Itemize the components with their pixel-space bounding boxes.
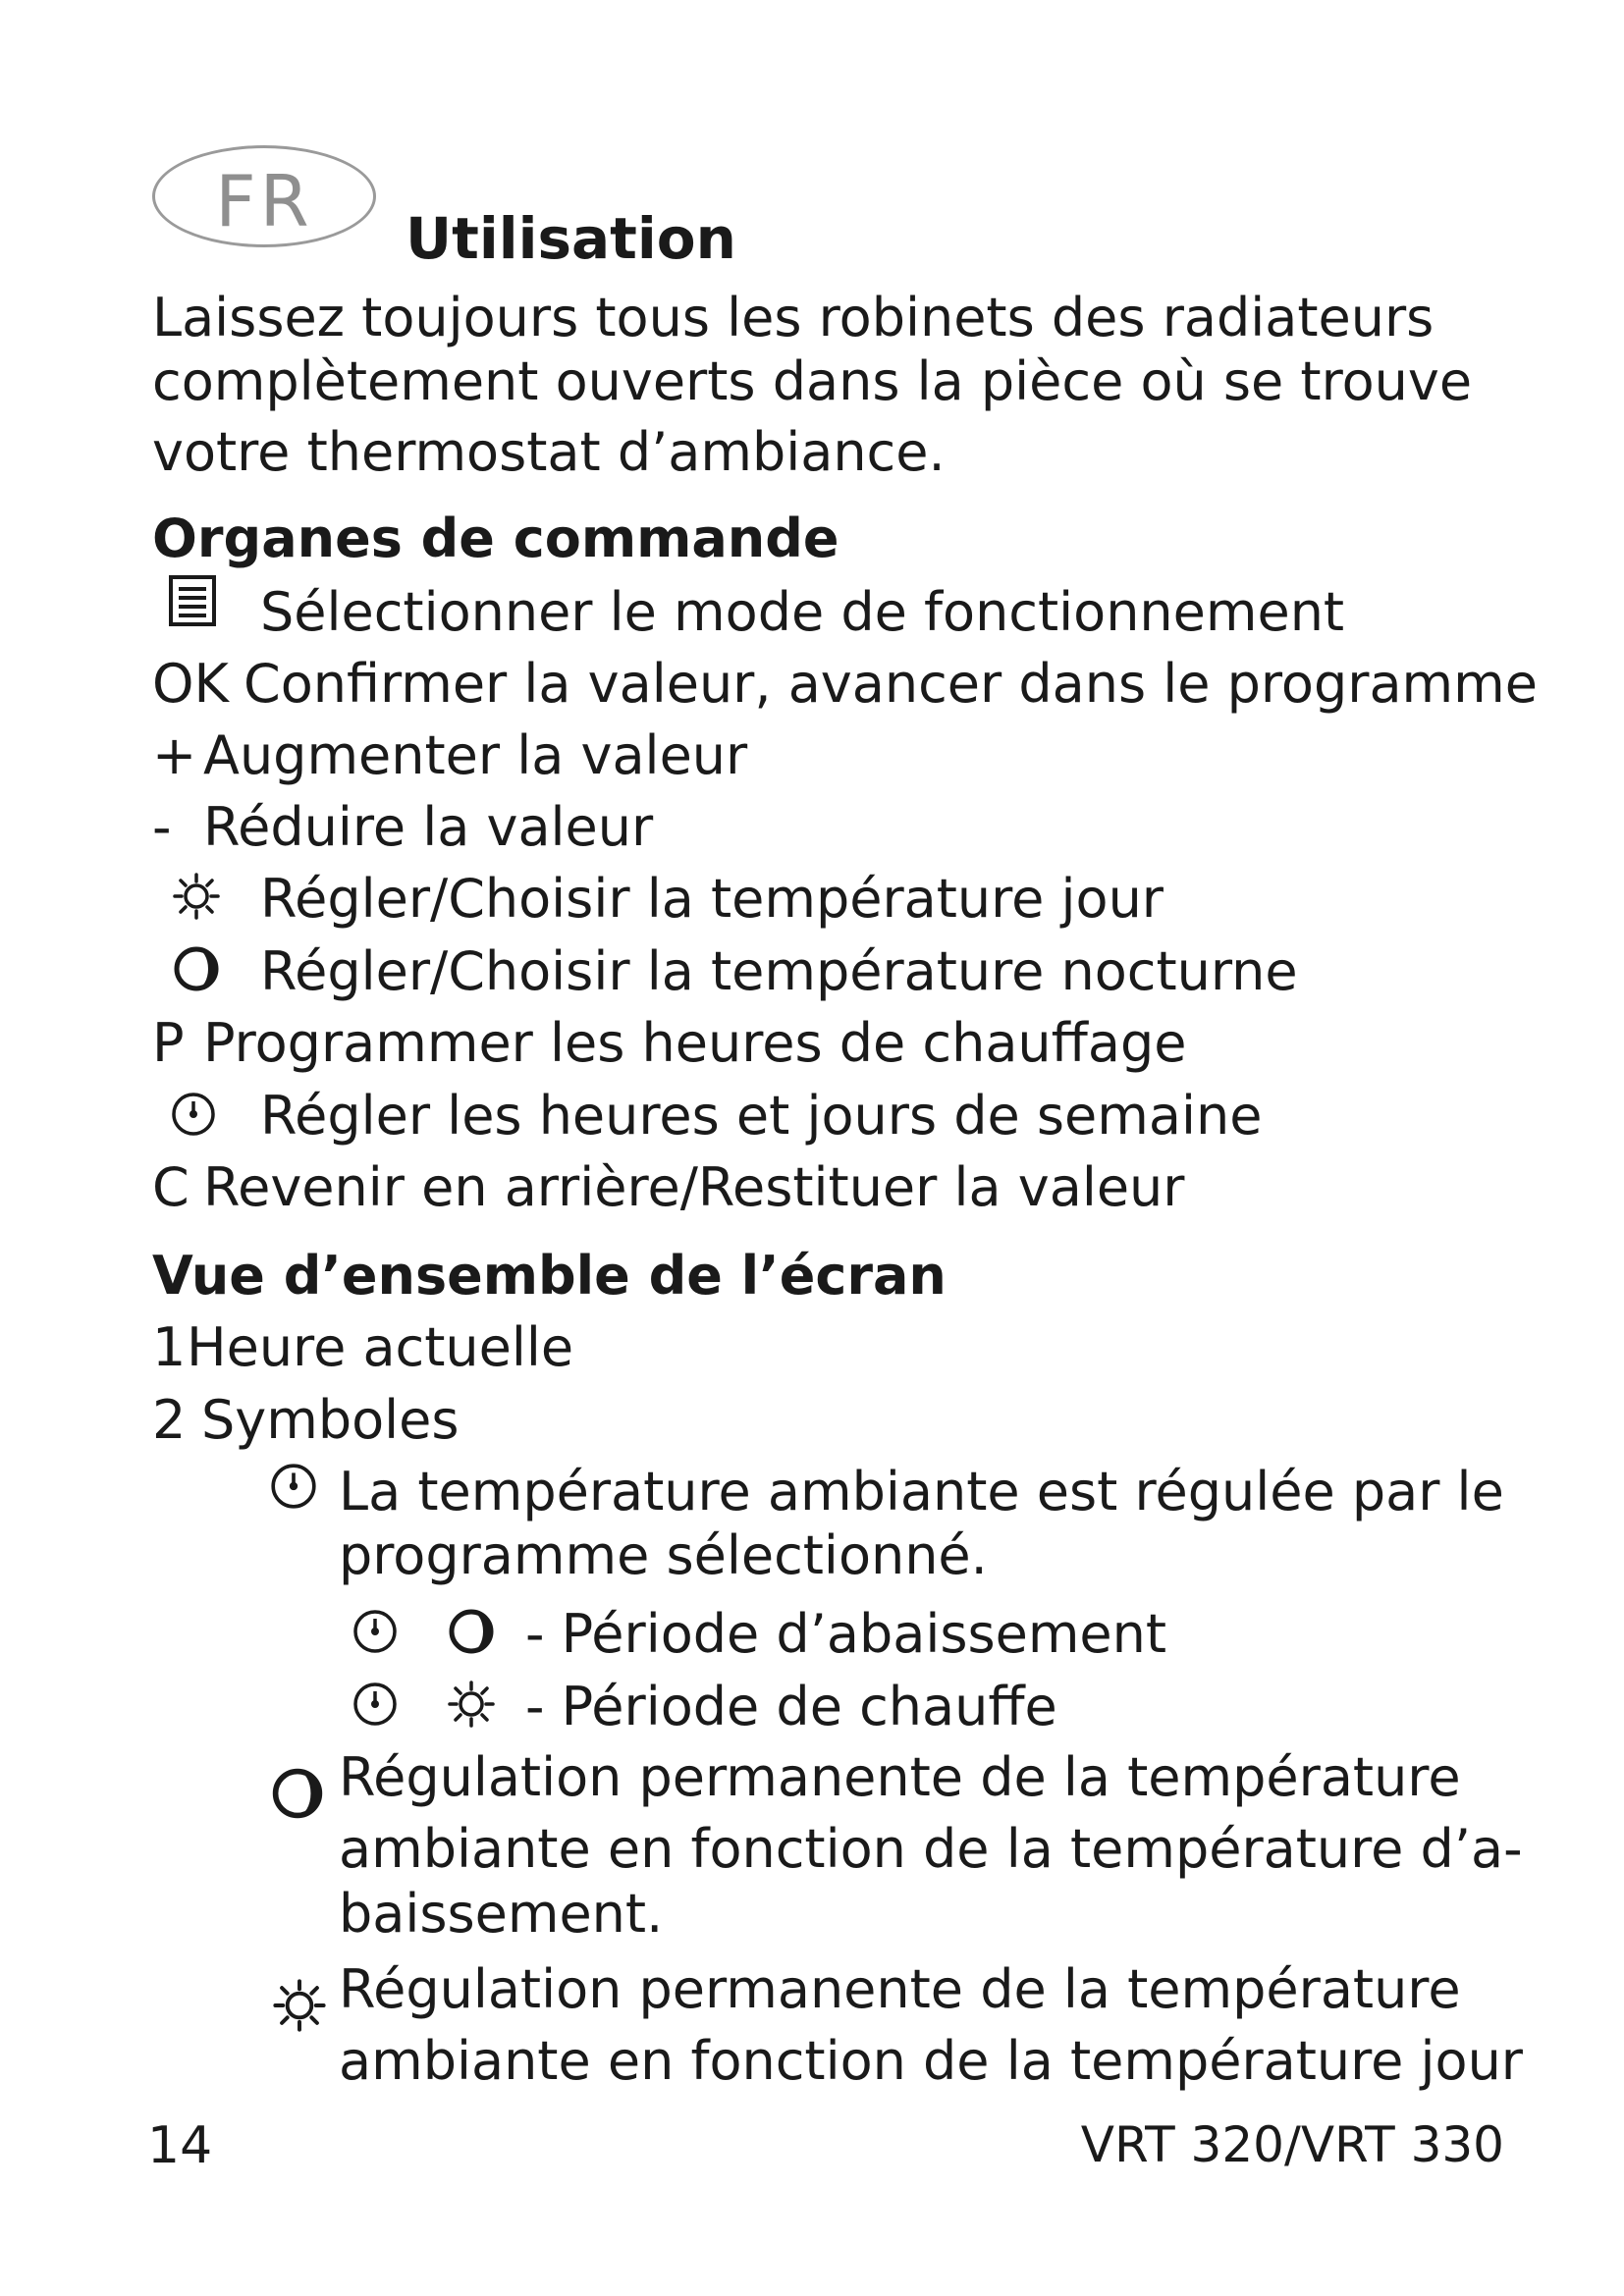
- sun-icon: [172, 872, 221, 921]
- setback-clock-icon: [351, 1607, 400, 1656]
- control-key-c: C: [152, 1156, 189, 1218]
- menu-icon: [169, 575, 216, 626]
- symbol-night-line-1: Régulation permanente de la température: [339, 1746, 1461, 1808]
- symbol-day-line-1: Régulation permanente de la température: [339, 1958, 1461, 2020]
- overview-text-time: Heure actuelle: [187, 1316, 574, 1378]
- overview-number-1: 1: [152, 1316, 187, 1378]
- intro-line-3: votre thermostat d’ambiance.: [152, 421, 946, 483]
- page-title: Utilisation: [406, 205, 736, 272]
- control-text-night: Régler/Choisir la température nocturne: [260, 940, 1298, 1002]
- page-number: 14: [147, 2116, 213, 2175]
- model-name: VRT 320/VRT 330: [1080, 2116, 1504, 2173]
- control-text-clock: Régler les heures et jours de semaine: [260, 1085, 1263, 1147]
- auto-clock-icon: [268, 1461, 319, 1512]
- control-text-minus: Réduire la valeur: [203, 796, 654, 858]
- overview-heading: Vue d’ensemble de l’écran: [152, 1245, 947, 1307]
- control-text-day: Régler/Choisir la température jour: [260, 868, 1164, 930]
- symbol-day-line-2: ambiante en fonction de la température jour: [339, 2030, 1524, 2092]
- intro-line-2: complètement ouverts dans la pièce où se trouve: [152, 350, 1473, 412]
- symbol-auto-setback: - Période d’abaissement: [525, 1603, 1167, 1665]
- overview-text-symbols: Symboles: [201, 1389, 460, 1451]
- control-text-program: Programmer les heures de chauffage: [203, 1012, 1187, 1074]
- control-key-ok: OK: [152, 653, 229, 715]
- moon-icon: [172, 944, 221, 993]
- language-badge: [152, 145, 376, 247]
- intro-line-1: Laissez toujours tous les robinets des radiateurs: [152, 287, 1435, 348]
- symbol-night-line-2: ambiante en fonction de la température d’a-: [339, 1818, 1523, 1880]
- heating-sun-icon: [447, 1680, 496, 1729]
- symbol-auto-heating: - Période de chauffe: [525, 1676, 1057, 1737]
- setback-moon-icon: [447, 1607, 496, 1656]
- control-key-plus: +: [152, 724, 197, 786]
- day-sun-icon: [272, 1978, 327, 2033]
- night-moon-icon: [270, 1766, 325, 1821]
- clock-icon: [169, 1090, 218, 1139]
- language-badge-label: FR: [215, 160, 313, 242]
- control-text-back: Revenir en arrière/Restituer la valeur: [203, 1156, 1185, 1218]
- controls-heading: Organes de commande: [152, 507, 839, 569]
- control-text-ok: Confirmer la valeur, avancer dans le programme: [244, 653, 1538, 715]
- heating-clock-icon: [351, 1680, 400, 1729]
- control-text-mode: Sélectionner le mode de fonctionnement: [260, 581, 1345, 643]
- symbol-auto-line-2: programme sélectionné.: [339, 1524, 988, 1586]
- symbol-auto-line-1: La température ambiante est régulée par le: [339, 1461, 1504, 1522]
- overview-number-2: 2: [152, 1389, 187, 1451]
- control-key-minus: -: [152, 796, 172, 858]
- control-text-plus: Augmenter la valeur: [203, 724, 748, 786]
- control-key-p: P: [152, 1012, 185, 1074]
- symbol-night-line-3: baissement.: [339, 1883, 664, 1945]
